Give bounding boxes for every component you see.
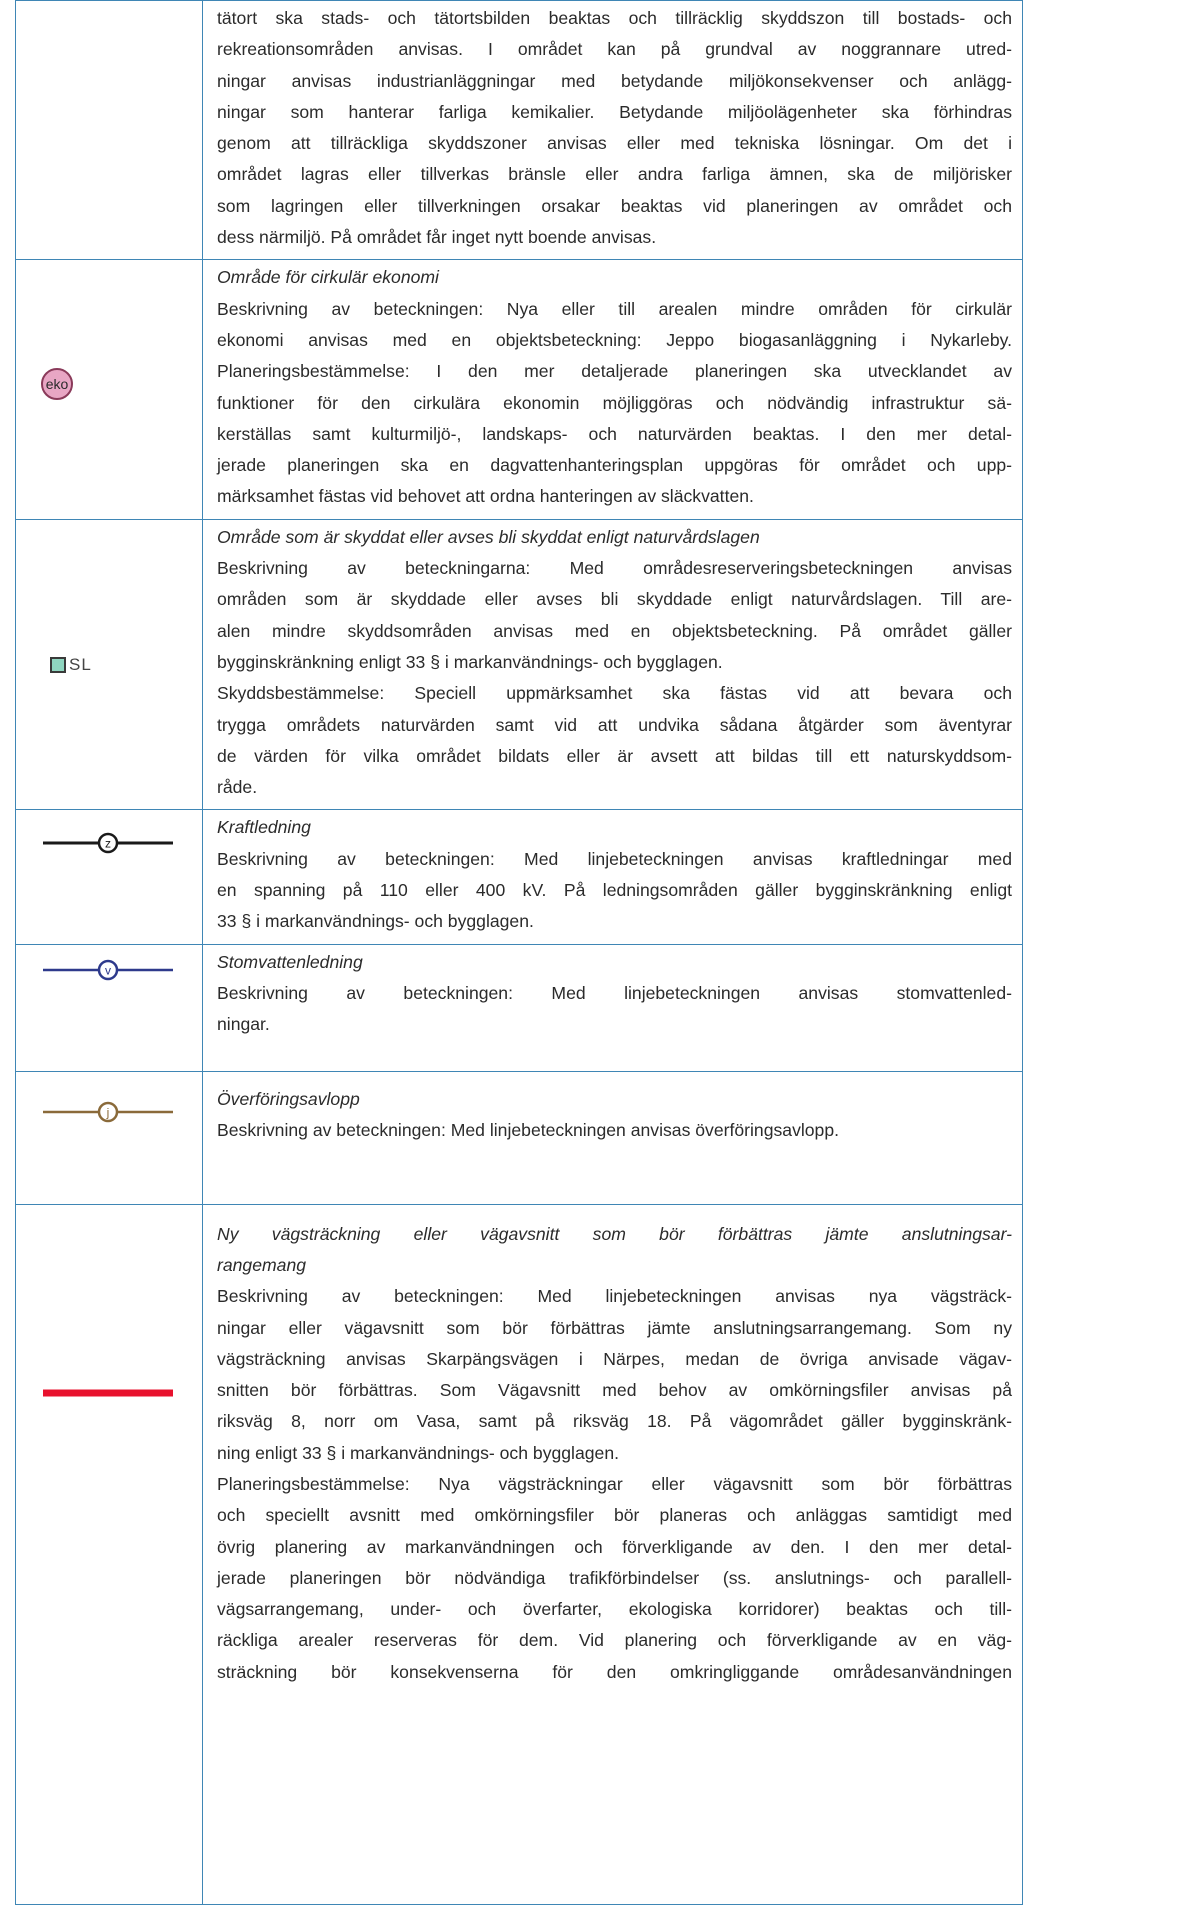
sl-label: SL xyxy=(69,654,92,674)
legend-row-power-line xyxy=(16,810,1023,944)
sl-square-icon xyxy=(50,655,92,675)
text-line: Beskrivning av beteckningarna: Med områdesreserveringsbeteckningen anvisas xyxy=(217,558,1012,579)
text-line: vägsarrangemang, under- och överfarter, ekologiska korridorer) beaktas och till- xyxy=(217,1599,1012,1620)
text-line: snitten bör förbättras. Som Vägavsnitt med behov av omkörningsfiler anvisas på xyxy=(217,1380,1012,1401)
legend-title: Stomvattenledning xyxy=(217,951,363,972)
text-line: dess närmiljö. På området får inget nytt boende anvisas. xyxy=(217,227,657,248)
text-line: Beskrivning av beteckningen: Med linjebeteckningen anvisas stomvattenled- xyxy=(217,982,1012,1003)
text-line: jerade planeringen ska en dagvattenhanteringsplan uppgöras för området och upp- xyxy=(217,455,1012,476)
text-line: Planeringsbestämmelse: I den mer detaljerade planeringen ska utvecklandet av xyxy=(217,361,1012,382)
text-line: funktioner för den cirkulära ekonomin möjliggöras och nödvändig infrastruktur sä- xyxy=(217,392,1012,413)
description-cell xyxy=(203,519,1023,810)
text-line: ningar eller vägavsnitt som bör förbättras jämte anslutningsarrangemang. Som ny xyxy=(217,1317,1012,1338)
text-line: området lagras eller tillverkas bränsle eller andra farliga ämnen, ska de miljörisker xyxy=(217,164,1012,185)
legend-row-nature-protection xyxy=(16,519,1023,810)
legend-row-circular-economy xyxy=(16,260,1023,519)
symbol-cell xyxy=(16,944,203,1071)
text-line: kerställas samt kulturmiljö-, landskaps- och naturvärden beaktas. I den mer detal- xyxy=(217,423,1012,444)
legend-title: Område som är skyddat eller avses bli skyddat enligt naturvårdslagen xyxy=(217,526,760,547)
text-line: märksamhet fästas vid behovet att ordna hanteringen av släckvatten. xyxy=(217,486,754,507)
legend-row-water-main xyxy=(16,944,1023,1071)
legend-title: Kraftledning xyxy=(217,817,311,838)
description-cell xyxy=(203,260,1023,519)
symbol-cell xyxy=(16,260,203,519)
text-line: råde. xyxy=(217,777,258,798)
description-cell xyxy=(203,1,1023,260)
symbol-cell xyxy=(16,519,203,810)
text-line: en spanning på 110 eller 400 kV. På ledningsområden gäller bygginskränkning enligt xyxy=(217,880,1012,901)
text-line: sträckning bör konsekvenserna för den omkringliggande områdesanvändningen xyxy=(217,1661,1012,1682)
text-line: 33 § i markanvändnings- och bygglagen. xyxy=(217,911,534,932)
text-line: trygga områdets naturvärden samt vid att undvika sådana åtgärder som äventyrar xyxy=(217,714,1012,735)
text-line: alen mindre skyddsområden anvisas med en objektsbeteckning. På området gäller xyxy=(217,620,1012,641)
water-main-icon xyxy=(43,955,173,985)
text-line: ningar. xyxy=(217,1014,270,1035)
text-line: genom att tillräckliga skyddszoner anvisas eller med tekniska lösningar. Om det i xyxy=(217,133,1012,154)
text-line: de värden för vilka området bildats eller är avsett att bildas till ett naturskyddsom- xyxy=(217,745,1012,766)
symbol-cell-empty xyxy=(16,1,203,260)
text-line: bygginskränkning enligt 33 § i markanvändnings- och bygglagen. xyxy=(217,651,723,672)
legend-title: Ny vägsträckning eller vägavsnitt som bör förbättras jämte anslutningsar- xyxy=(217,1223,1012,1244)
symbol-cell xyxy=(16,810,203,944)
text-line: räckliga arealer reserveras för dem. Vid planering och förverkligande av en väg- xyxy=(217,1630,1012,1651)
text-line: ningar anvisas industrianläggningar med betydande miljökonsekvenser och anlägg- xyxy=(217,70,1012,91)
text-line: riksväg 8, norr om Vasa, samt på riksväg 18. På vägområdet gäller bygginskränk- xyxy=(217,1411,1012,1432)
power-line-icon xyxy=(43,828,173,858)
text-line: jerade planeringen bör nödvändiga trafikförbindelser (ss. anslutnings- och parallell- xyxy=(217,1567,1012,1588)
text-line: och speciellt avsnitt med omkörningsfiler bör planeras och anläggas samtidigt med xyxy=(217,1505,1012,1526)
legend-title: Överföringsavlopp xyxy=(217,1088,360,1109)
description-cell xyxy=(203,810,1023,944)
legend-row-sewer xyxy=(16,1071,1023,1204)
eko-circle-icon xyxy=(37,364,77,404)
text-line: Skyddsbestämmelse: Speciell uppmärksamhet ska fästas vid att bevara och xyxy=(217,683,1012,704)
text-line: Beskrivning av beteckningen: Med linjebeteckningen anvisas överföringsavlopp. xyxy=(217,1119,840,1140)
svg-text:z: z xyxy=(105,836,111,851)
legend-title: rangemang xyxy=(217,1254,307,1275)
legend-row-new-road xyxy=(16,1204,1023,1904)
legend-table xyxy=(15,0,1023,1905)
symbol-cell xyxy=(16,1071,203,1204)
text-line: vägsträckning anvisas Skarpängsvägen i Närpes, medan de övriga anvisade vägav- xyxy=(217,1348,1012,1369)
text-line: ekonomi anvisas med en objektsbeteckning: Jeppo biogasanläggning i Nykarleby. xyxy=(217,329,1012,350)
description-cell xyxy=(203,1204,1023,1904)
new-road-icon xyxy=(43,1387,173,1399)
text-line: ning enligt 33 § i markanvändnings- och bygglagen. xyxy=(217,1442,619,1463)
description-cell xyxy=(203,944,1023,1071)
svg-text:j: j xyxy=(106,1105,110,1120)
text-line: Beskrivning av beteckningen: Med linjebeteckningen anvisas nya vägsträck- xyxy=(217,1286,1012,1307)
text-line: tätort ska stads- och tätortsbilden beaktas och tillräcklig skyddszon till bostads- och xyxy=(217,8,1012,28)
text-line: övrig planering av markanvändningen och förverkligande av den. I den mer detal- xyxy=(217,1536,1012,1557)
legend-row-industry xyxy=(16,1,1023,260)
symbol-cell xyxy=(16,1204,203,1904)
text-line: Planeringsbestämmelse: Nya vägsträckningar eller vägavsnitt som bör förbättras xyxy=(217,1473,1012,1494)
description-cell xyxy=(203,1071,1023,1204)
text-line: rekreationsområden anvisas. I området kan på grundval av noggrannare utred- xyxy=(217,39,1012,60)
legend-title: Område för cirkulär ekonomi xyxy=(217,267,439,288)
svg-text:v: v xyxy=(105,963,111,978)
text-line: som lagringen eller tillverkningen orsakar beaktas vid planeringen av området och xyxy=(217,195,1012,216)
text-line: områden som är skyddade eller avses bli skyddade enligt naturvårdslagen. Till are- xyxy=(217,589,1012,610)
sewer-line-icon xyxy=(43,1097,173,1127)
eko-label: eko xyxy=(45,376,69,393)
text-line: Beskrivning av beteckningen: Med linjebeteckningen anvisas kraftledningar med xyxy=(217,848,1012,869)
text-line: ningar som hanterar farliga kemikalier. Betydande miljöolägenheter ska förhindras xyxy=(217,101,1012,122)
sl-square xyxy=(50,657,66,673)
text-line: Beskrivning av beteckningen: Nya eller till arealen mindre områden för cirkulär xyxy=(217,298,1012,319)
